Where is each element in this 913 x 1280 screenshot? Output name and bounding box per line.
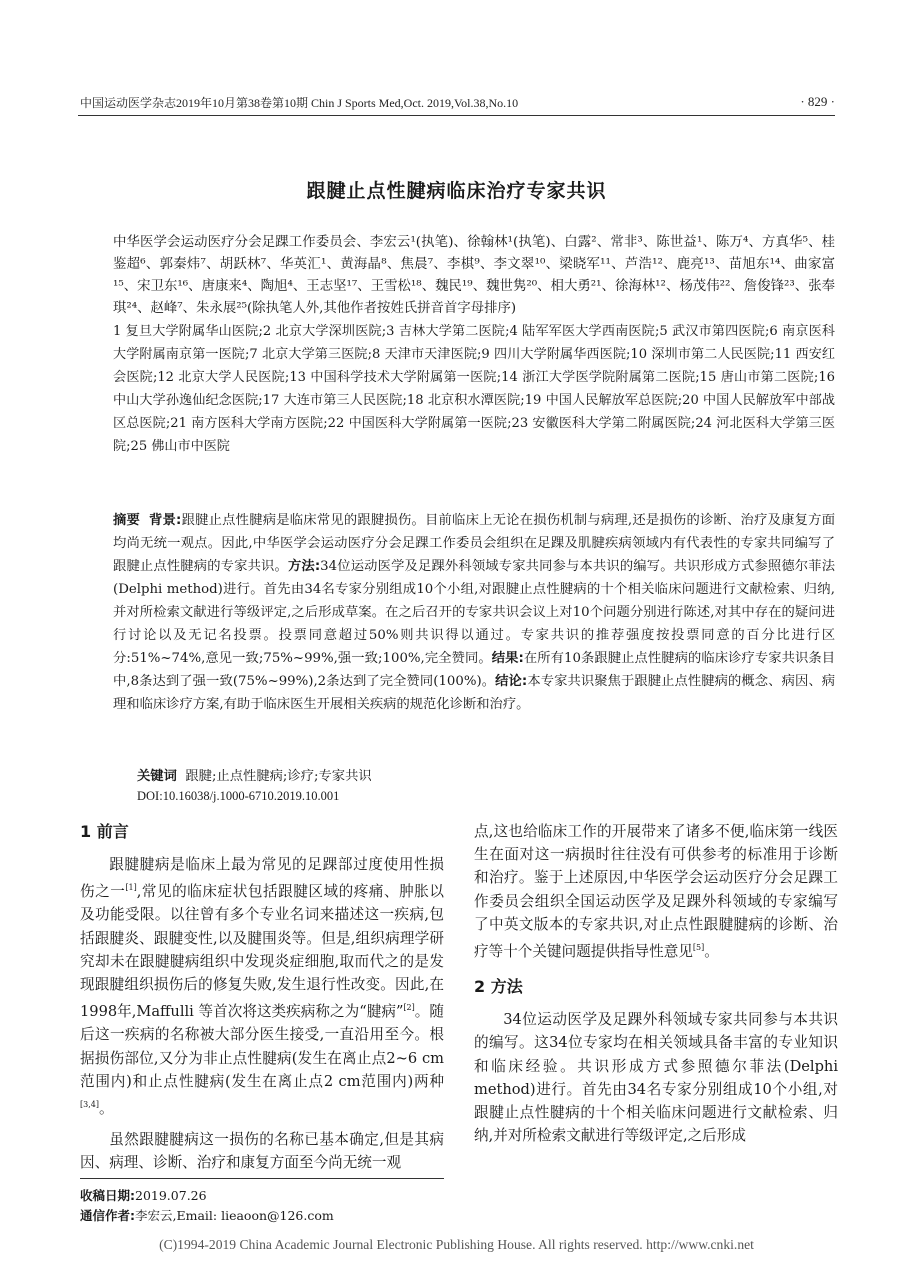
article-title: 跟腱止点性腱病临床治疗专家共识 (306, 180, 607, 202)
corresponding-author: 通信作者:李宏云,Email: lieaoon@126.com (80, 1208, 334, 1223)
methods-text: 34位运动医学及足踝外科领域专家共同参与本共识的编写。共识形成方式参照德尔菲法(Delphi method)进行。首先由34名专家分别组成10个小组,对跟腱止点性腱病的十个相关临床问题进行文献检索、归纳,并对所检索文献进行等级评定,之后形成草案。在之后召开的专家共识会议上对10个问题分别进行陈述,对其中存在的疑问进行讨论以及无记名投票。投票同意超过50%则共识得以通过。专家共识的推荐强度按投票同意的百分比进行区分:51%~74%,意见一致;75%~99%,强一致;100%,完全赞同。 (113, 559, 835, 666)
paragraph: 跟腱腱病是临床上最为常见的足踝部过度使用性损伤之一[1],常见的临床症状包括跟腱区域的疼痛、肿胀以及功能受限。以往曾有多个专业名词来描述这一疾病,包括跟腱炎、跟腱变性,以及腱围炎等。但是,组织病理学研究却未在跟腱腱病组织中发现炎症细胞,取而代之的是发现跟腱组织损伤后的修复失败,发生退行性改变。因此,在1998年,Maffulli 等首次将这类疾病称之为“腱病”[2]。随后这一疾病的名称被大部分医生接受,一直沿用至今。根据损伤部位,又分为非止点性腱病(发生在离止点2~6 cm范围内)和止点性腱病(发生在离止点2 cm范围内)两种[3,4]。 (80, 856, 444, 1117)
footnote-rule (80, 1178, 444, 1179)
keywords-text: 跟腱;止点性腱病;诊疗;专家共识 (185, 769, 372, 784)
body-column-right (474, 820, 838, 1148)
affiliation-list: 1 复旦大学附属华山医院;2 北京大学深圳医院;3 吉林大学第二医院;4 陆军军医大学西南医院;5 武汉市第四医院;6 南京医科大学附属南京第一医院;7 北京大学第三医院;8 天津市天津医院;9 四川大学附属华西医院;10 深圳市第二人民医院;11 西安红会医院;12 北京大学人民医院;13 中国科学技术大学附属第一医院;14 浙江大学医学院附属第二医院;15 唐山市第二医院;16 中山大学孙逸仙纪念医院;17 大连市第三人民医院;18 北京积水潭医院;19 中国人民解放军总医院;20 中国人民解放军中部战区总医院;21 南方医科大学南方医院;22 中国医科大学附属第一医院;23 安徽医科大学第二附属医院;24 河北医科大学第三医院;25 佛山市中医院 (113, 324, 835, 454)
conclusion-text: 本专家共识聚焦于跟腱止点性腱病的概念、病因、病理和临床诊疗方案,有助于临床医生开展相关疾病的规范化诊断和治疗。 (113, 674, 836, 712)
author-list: 中华医学会运动医疗分会足踝工作委员会、李宏云¹(执笔)、徐翰林¹(执笔)、白露²、常非³、陈世益¹、陈万⁴、方真华⁵、桂鉴超⁶、郭秦炜⁷、胡跃林⁷、华英汇¹、黄海晶⁸、焦晨⁷、李棋⁹、李文翠¹⁰、梁晓军¹¹、芦浩¹²、鹿亮¹³、苗旭东¹⁴、曲家富¹⁵、宋卫东¹⁶、唐康来⁴、陶旭⁴、王志坚¹⁷、王雪松¹⁸、魏民¹⁹、魏世隽²⁰、相大勇²¹、徐海林¹²、杨茂伟²²、詹俊锋²³、张奉琪²⁴、赵峰⁷、朱永展²⁵(除执笔人外,其他作者按姓氏拼音首字母排序) (113, 235, 835, 316)
received-date: 收稿日期:2019.07.26 (80, 1188, 207, 1203)
paragraph: 点,这也给临床工作的开展带来了诸多不便,临床第一线医生在面对这一病损时往往没有可供参考的标准用于诊断和治疗。鉴于上述原因,中华医学会运动医疗分会足踝工作委员会组织全国运动医学及足踝外科领域的专家编写了中英文版本的专家共识,对止点性跟腱腱病的诊断、治疗等十个关键问题提供指导性意见[5]。 (474, 823, 838, 960)
paragraph: 虽然跟腱腱病这一损伤的名称已基本确定,但是其病因、病理、诊断、治疗和康复方面至今尚无统一观 (80, 1131, 444, 1172)
keywords (137, 765, 837, 784)
paragraph: 34位运动医学及足踝外科领域专家共同参与本共识的编写。这34位专家均在相关领域具备丰富的专业知识和临床经验。共识形成方式参照德尔菲法(Delphi method)进行。首先由34名专家分别组成10个小组,对跟腱止点性腱病的十个相关临床问题进行文献检索、归纳,并对所检索文献进行等级评定,之后形成 (474, 1011, 838, 1145)
results-label: 结果: (491, 651, 524, 666)
section-heading-introduction: 1 前言 (80, 822, 129, 841)
background-label: 背景: (148, 513, 182, 528)
header-rule (78, 115, 835, 116)
citation-ref[interactable]: [2] (403, 1003, 415, 1013)
background-text: 跟腱止点性腱病是临床常见的跟腱损伤。目前临床上无论在损伤机制与病理,还是损伤的诊断、治疗及康复方面均尚无统一观点。因此,中华医学会运动医疗分会足踝工作委员会组织在足踝及肌腱疾病领域内有代表性的专家共同编写了跟腱止点性腱病的专家共识。 (113, 513, 835, 574)
section-heading-methods: 2 方法 (474, 977, 523, 997)
methods-label: 方法: (287, 559, 321, 574)
journal-citation: 中国运动医学杂志2019年10月第38卷第10期 Chin J Sports Med,Oct. 2019,Vol.38,No.10 (80, 96, 519, 110)
body-column-left (80, 820, 444, 1174)
copyright-watermark: (C)1994-2019 China Academic Journal Electronic Publishing House. All rights reserved. http://www.cnki.net (159, 1237, 754, 1252)
citation-ref[interactable]: [3,4] (80, 1099, 99, 1109)
author-label: 通信作者: (80, 1208, 135, 1223)
citation-ref[interactable]: [1] (125, 883, 137, 893)
page-number: · 829 · (800, 94, 835, 109)
received-label: 收稿日期: (80, 1188, 135, 1203)
keywords-label: 关键词 (137, 769, 177, 784)
citation-ref[interactable]: [5] (692, 943, 705, 953)
abstract (113, 509, 835, 716)
conclusion-label: 结论: (495, 674, 528, 689)
results-text: 在所有10条跟腱止点性腱病的临床诊疗专家共识条目中,8条达到了强一致(75%~99%),2条达到了完全赞同(100%)。 (113, 651, 836, 689)
abstract-label: 摘要 (113, 513, 141, 528)
doi[interactable]: DOI:10.16038/j.1000-6710.2019.10.001 (137, 789, 340, 803)
